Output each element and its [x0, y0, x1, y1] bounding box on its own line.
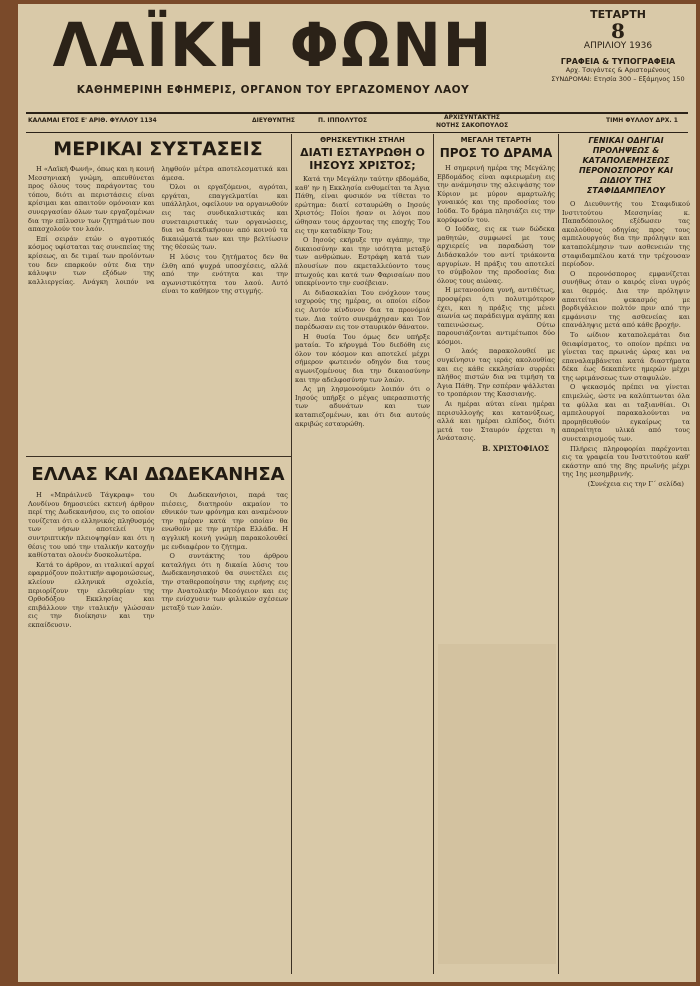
editor-label: ΑΡΧΙΣΥΝΤΑΚΤΗΣ	[444, 114, 500, 121]
paragraph: Κατά το άρθρον, αι ιταλικαί αρχαί εφαρμόζουν πολιτικήν αφομοιώσεως, κλείουν ελληνικά σχολεία, περιορίζουν την ελευθερίαν της Ορθοδόξου Εκκλησίας και επιβάλλουν την ιταλικήν γλώσσαν εις την διοίκησιν και την εκπαίδευσιν.	[28, 560, 155, 629]
director-label: ΔΙΕΥΘΥΝΤΗΣ	[252, 117, 295, 124]
paragraph: Αι ημέραι αύται είναι ημέραι περισυλλογής και κατανύξεως, αλλά και ημέραι ελπίδος, διότι μετά τον Σταυρόν έρχεται η Ανάστασις.	[437, 400, 555, 443]
kicker: ΜΕΓΑΛΗ ΤΕΤΑΡΤΗ	[460, 136, 532, 144]
paragraph: Ας μη λησμονούμεν λοιπόν ότι ο Ιησούς υπήρξε ο μέγας υπερασπιστής των αδυνάτων και των καταπιεζομένων, και ότι δια αυτούς ακριβώς εσταυρώθη.	[295, 385, 430, 428]
headline: ΔΙΑΤΙ ΕΣΤΑΥΡΩΘΗ Ο ΙΗΣΟΥΣ ΧΡΙΣΤΟΣ;	[300, 146, 425, 172]
paragraph: Η «Λαϊκή Φωνή», όπως και η κοινή Μεσσηνιακή γνώμη, απευθύνεται προς όλους τους παράγοντας του τόπου, διότι αι περιστάσεις είναι κρίσιμαι και απαιτούν ομόνοιαν και συνεργασίαν όλων των εργαζομένων δια την επίλυσιν των ζητημάτων που απασχολούν τον λαόν.	[28, 165, 155, 234]
paragraph: Η θυσία Του όμως δεν υπήρξε ματαία. Το κήρυγμά Του διεδόθη εις όλον τον κόσμον και αποτελεί μέχρι σήμερον φωτεινόν οδηγόν δια τους αγωνιζομένους δια την δικαιοσύνην και την αδελφοσύνην των λαών.	[295, 332, 430, 384]
office-address: Αρχ. Τσιγάντες & Αριστομένους	[565, 66, 671, 74]
column-rule	[291, 134, 292, 974]
column-rule	[433, 134, 434, 974]
date-box	[548, 8, 688, 84]
article-recommendations	[28, 136, 288, 454]
issue-info: ΚΑΛΑΜΑΙ ΕΤΟΣ Ε' ΑΡΙΘ. ΦΥΛΛΟΥ 1134	[28, 117, 157, 124]
article-dodecanese	[28, 462, 288, 974]
paragraph: Επί σειράν ετών ο αγροτικός κόσμος υφίσταται τας συνεπείας της κρίσεως, αι δε τιμαί των προϊόντων του δεν επαρκούν ούτε δια την κάλυψιν των εξόδων της καλλιεργείας. Ανάγκη λοιπόν να ληφθούν μέτρα αποτελεσματικά και άμεσα.	[28, 165, 288, 286]
weekday: ΤΕΤΑΡΤΗ	[590, 8, 646, 21]
signature: Β. ΧΡΙΣΤΟΦΙΛΟΣ	[482, 444, 549, 453]
subscriptions: ΣΥΝΔΡΟΜΑΙ: Ετησία 300 – Εξάμηνος 150	[551, 75, 685, 83]
headline: ΠΡΟΣ ΤΟ ΔΡΑΜΑ	[439, 146, 553, 160]
kicker: ΘΡΗΣΚΕΥΤΙΚΗ ΣΤΗΛΗ	[320, 136, 405, 144]
paragraph: Ο περονόσπορος εμφανίζεται συνήθως όταν ο καιρός είναι υγρός και θερμός. Δια την πρόληψιν απαιτείται ψεκασμός με βορδιγάλειον πολτόν πριν από την εμφάνισιν της ασθενείας και επανάληψις μετά από κάθε βροχήν.	[562, 269, 690, 330]
paragraph: Ο Ιούδας, εις εκ των δώδεκα μαθητών, συμφωνεί με τους αρχιερείς να παραδώση τον Διδάσκαλόν του αντί τριάκοντα αργυρίων. Η πράξις του αποτελεί το σύμβολον της προδοσίας δια όλους τους αιώνας.	[437, 225, 555, 285]
column-rule	[558, 134, 559, 974]
day-number: 8	[611, 19, 625, 43]
paragraph: Ο Διευθυντής του Σταφιδικού Ινστιτούτου Μεσσηνίας κ. Παπαδόπουλος εξέδωσεν τας ακολούθους οδηγίας προς τους αμπελουργούς δια την πρόληψιν και καταπολέμησιν των ασθενειών της σταφιδαμπέλου κατά την τρέχουσαν περίοδον.	[562, 200, 690, 269]
info-bar	[26, 112, 688, 133]
paragraph: Η σημερινή ημέρα της Μεγάλης Εβδομάδος είναι αφιερωμένη εις την ανάμνησιν της αλειψάσης τον Κύριον με μύρον αμαρτωλής γυναικός και της προδοσίας του Ιούδα. Το δράμα πλησιάζει εις την κορύφωσίν του.	[437, 164, 555, 224]
masthead	[18, 4, 696, 114]
editor-name: ΝΟΤΗΣ ΣΑΚΟΠΟΥΛΟΣ	[436, 122, 509, 129]
paragraph: Το ωίδιον καταπολεμάται δια θειαφίσματος, το οποίον πρέπει να γίνεται τας πρωινάς ώρας και να επαναλαμβάνεται κατά διαστήματα δέκα έως δεκαπέντε ημερών μέχρι της ωριμάνσεως των σταφυλών.	[562, 330, 690, 382]
paragraph: Ο Ιησούς εκήρυξε την αγάπην, την δικαιοσύνην και την ισότητα μεταξύ των ανθρώπων. Εστράφη κατά των πλουσίων που εκμεταλλεύοντο τους πτωχούς και κατά των Φαρισαίων που υπεκρίνοντο την ευσέβειαν.	[295, 236, 430, 288]
headline: ΓΕΝΙΚΑΙ ΟΔΗΓΙΑΙ ΠΡΟΛΗΨΕΩΣ & ΚΑΤΑΠΟΛΕΜΗΣΕΩΣ ΠΕΡΟΝΟΣΠΟΡΟΥ ΚΑΙ ΩΙΔΙΟΥ ΤΗΣ ΣΤΑΦΙΔΑΜΠΕΛΟΥ	[579, 136, 673, 195]
article-vine-diseases	[562, 136, 690, 974]
paragraph: Οι Δωδεκανήσιοι, παρά τας πιέσεις, διατηρούν ακμαίον το εθνικόν των φρόνημα και αναμένουν την ημέραν κατά την οποίαν θα ενωθούν με την μητέρα Ελλάδα. Η αγγλική κοινή γνώμη παρακολουθεί με ενδιαφέρον το ζήτημα.	[161, 491, 288, 551]
paragraph: Ο συντάκτης του άρθρου καταλήγει ότι η δικαία λύσις του Δωδεκανησιακού θα συνετέλει εις την σταθεροποίησιν της ειρήνης εις την Ανατολικήν Μεσόγειον και εις την ενίσχυσιν των φιλικών σχέσεων μεταξύ των λαών.	[161, 552, 288, 612]
paragraph: Πλήρεις πληροφορίαι παρέχονται εις τα γραφεία του Ινστιτούτου καθ' εκάστην από της 8ης πρωϊνής μέχρι της 1ης μεσημβρινής.	[562, 444, 690, 479]
section-rule	[26, 456, 291, 457]
newspaper-title: ΛΑΪΚΗ ΦΩΝΗ	[52, 9, 494, 81]
office-title: ΓΡΑΦΕΙΑ & ΤΥΠΟΓΡΑΦΕΙΑ	[560, 57, 676, 66]
paragraph: Η «Μπράιλνεϋ Τάγκραφ» του Λονδίνου δημοσιεύει εκτενή άρθρον περί της Δωδεκανήσου, εις το οποίον τονίζεται ότι ο ελληνικός πληθυσμός των νήσων αποτελεί την συντριπτικήν πλειοψηφίαν και ότι η θέσις του υπό την ιταλικήν κατοχήν καθίσταται ολονέν δυσκολωτέρα.	[28, 491, 155, 560]
paragraph: Ο ψεκασμός πρέπει να γίνεται επιμελώς, ώστε να καλύπτωνται όλα τα φύλλα και αι ταξιανθίαι. Οι αμπελουργοί παρακαλούνται να προμηθευθούν εγκαίρως τα απαραίτητα υλικά από τους συνεταιρισμούς των.	[562, 383, 690, 444]
article-holy-wednesday	[437, 136, 555, 974]
headline: ΕΛΛΑΣ ΚΑΙ ΔΩΔΕΚΑΝΗΣΑ	[31, 464, 285, 485]
article-crucifixion	[295, 136, 430, 974]
paragraph: Η λύσις του ζητήματος δεν θα έλθη από ψυχρά υποσχέσεις, αλλά από την ενότητα και την αγωνιστικότητα του λαού. Αυτό είναι το καθήκον της στιγμής.	[161, 252, 288, 296]
month-year: ΑΠΡΙΛΙΟΥ 1936	[583, 41, 653, 51]
paragraph: Αι διδασκαλίαι Του ενόχλουν τους ισχυρούς της ημέρας, οι οποίοι είδον εις Αυτόν κίνδυνον δια τα προνόμιά των. Δια τούτο συνεμάχησαν και Τον παρέδωσαν εις τον σταυρικόν θάνατον.	[295, 288, 430, 332]
paragraph: Κατά την Μεγάλην ταύτην εβδομάδα, καθ' ην η Εκκλησία ενθυμείται τα Άγια Πάθη, είναι φυσικόν να τίθεται το ερώτημα: διατί εσταυρώθη ο Ιησούς Χριστός; Ποίοι ήσαν οι λόγοι που ώθησαν τους άρχοντας της εποχής Του εις την καταδίκην Του;	[295, 175, 430, 235]
price: ΤΙΜΗ ΦΥΛΛΟΥ ΔΡΧ. 1	[606, 117, 678, 124]
continued-note: (Συνέχεια εις την Γ΄ σελίδα)	[587, 480, 684, 488]
newspaper-subtitle: ΚΑΘΗΜΕΡΙΝΗ ΕΦΗΜΕΡΙΣ, ΟΡΓΑΝΟΝ ΤΟΥ ΕΡΓΑΖΟΜΕΝΟΥ ΛΑΟΥ	[76, 84, 470, 96]
paragraph: Ο λαός παρακολουθεί με συγκίνησιν τας ιεράς ακολουθίας και εις κάθε εκκλησίαν συρρέει πλήθος πιστών δια να τιμήση τα Άγια Πάθη. Την εσπέραν ψάλλεται το τροπάριον της Κασσιανής.	[437, 347, 555, 399]
newspaper-page	[18, 4, 696, 982]
paragraph: Όλοι οι εργαζόμενοι, αγρόται, εργάται, επαγγελματίαι και υπάλληλοι, οφείλουν να οργανωθούν εις τας συνδικαλιστικάς και συνεταιριστικάς των οργανώσεις, δια να διεκδικήσουν από κοινού τα δικαιώματά των και την βελτίωσιν της θέσεώς των.	[161, 183, 288, 252]
director-name: Π. ΙΠΠΟΛΥΤΟΣ	[318, 117, 368, 124]
headline: ΜΕΡΙΚΑΙ ΣΥΣΤΑΣΕΙΣ	[53, 138, 263, 160]
paragraph: Η μετανοούσα γυνή, αντιθέτως, προσφέρει ό,τι πολυτιμότερον έχει, και η πράξις της μένει αιωνία ως παράδειγμα αγάπης και ταπεινώσεως. Ούτω παρουσιάζονται αντιμέτωποι δύο κόσμοι.	[437, 286, 555, 346]
